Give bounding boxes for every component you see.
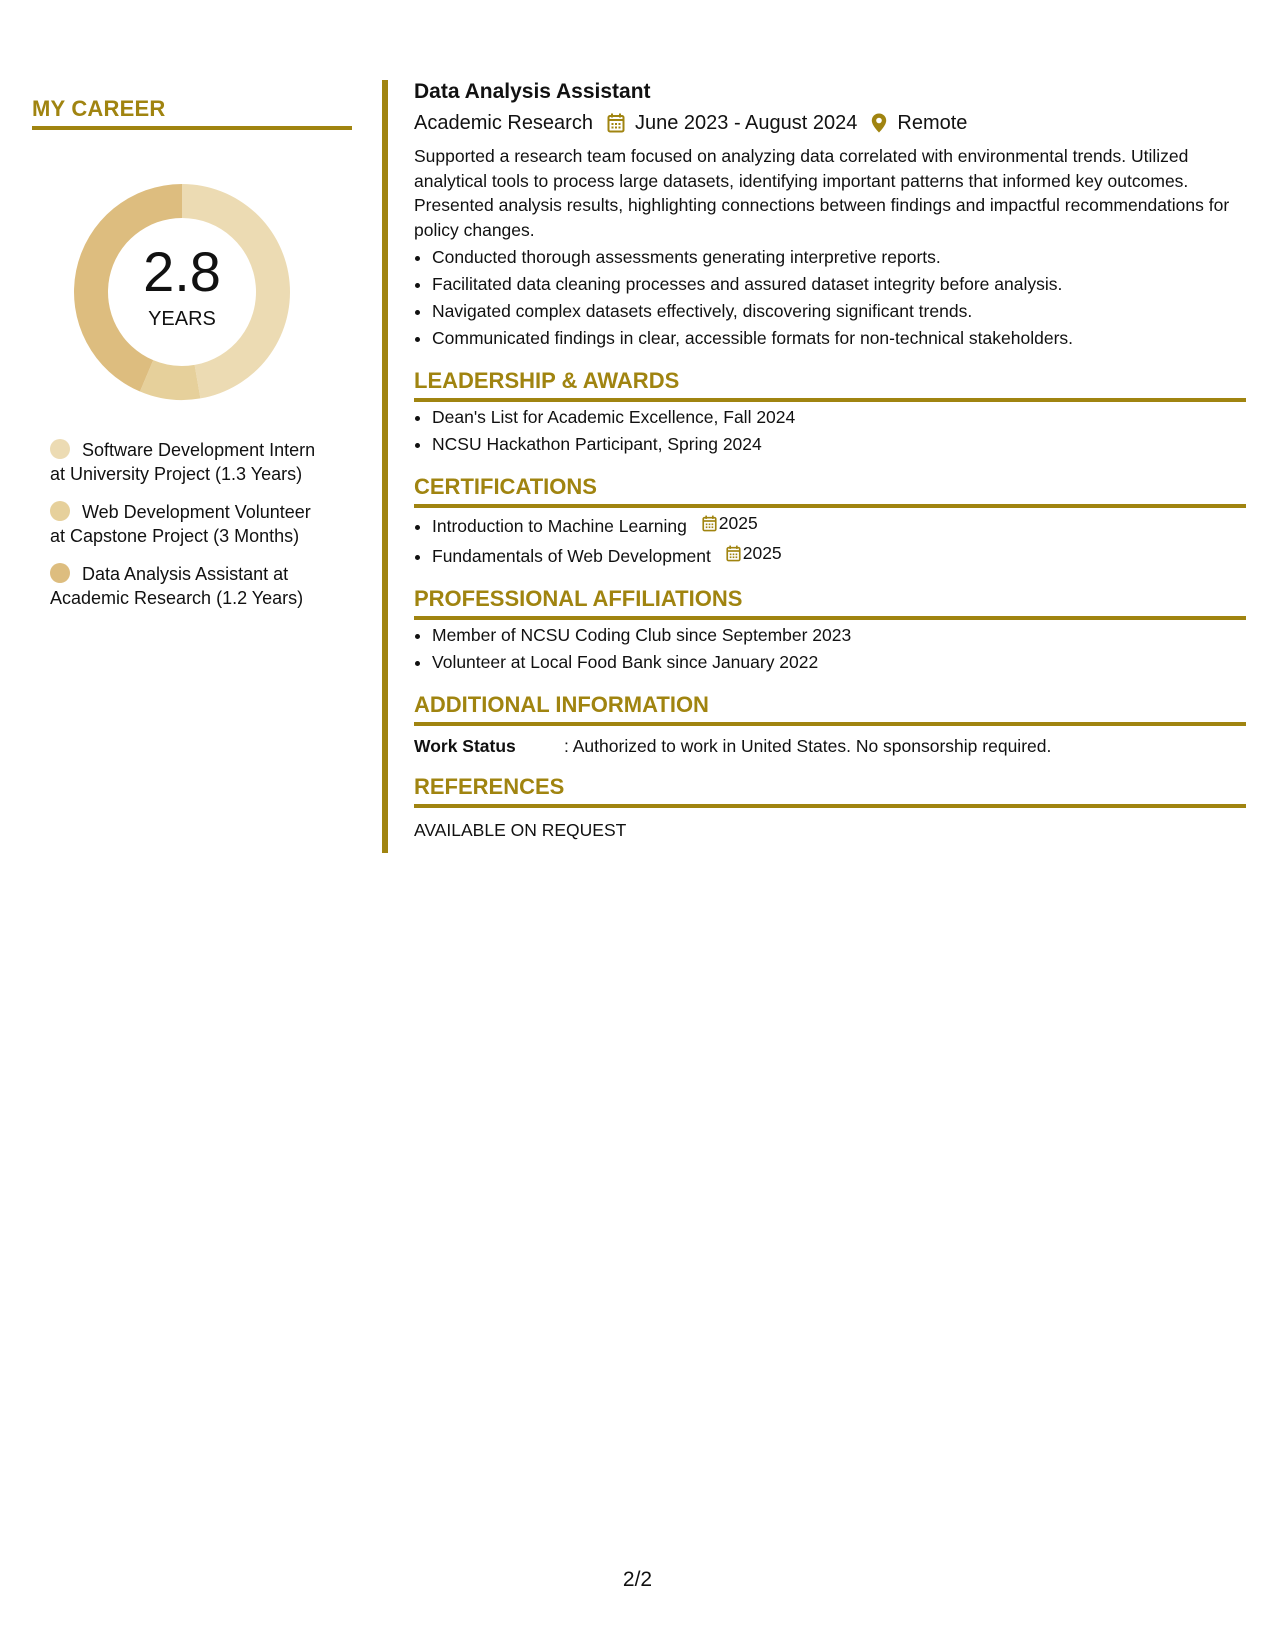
list-item: • NCSU Hackathon Participant, Spring 2024 (432, 431, 1246, 458)
total-years-unit: YEARS (148, 308, 216, 330)
leadership-heading: LEADERSHIP & AWARDS (414, 366, 1246, 402)
list-item: • Conducted thorough assessments generating interpretive reports. (432, 244, 1246, 271)
work-status-label: Work Status (414, 736, 516, 756)
calendar-icon (607, 113, 625, 133)
list-item (432, 540, 1246, 570)
legend-item (50, 562, 330, 610)
job-description: Supported a research team focused on analyzing data correlated with environmental trends. Utilized analytical tools to process large datasets, identifying important patterns that informed key outcomes. Presented analysis results, highlighting connections between findings and impactful recommendations for policy changes. (414, 146, 1230, 240)
legend-label: Web Development Volunteer at Capstone Project (3 Months) (50, 502, 311, 546)
cert-year: 2025 (718, 513, 758, 533)
affiliations-list (414, 622, 1246, 676)
calendar-icon (702, 515, 717, 532)
cert-name: Fundamentals of Web Development (432, 546, 711, 566)
legend-label: Software Development Intern at University Project (1.3 Years) (50, 440, 316, 484)
references-text: AVAILABLE ON REQUEST (414, 820, 627, 840)
certifications-heading: CERTIFICATIONS (414, 472, 1246, 508)
additional-info-heading: ADDITIONAL INFORMATION (414, 690, 1246, 726)
references-heading: REFERENCES (414, 772, 1246, 808)
list-item: • Member of NCSU Coding Club since September 2023 (432, 622, 1246, 649)
legend-item (50, 438, 330, 486)
work-status-value: : Authorized to work in United States. No sponsorship required. (564, 736, 1052, 756)
total-years-value: 2.8 (143, 240, 221, 303)
cert-year: 2025 (742, 543, 782, 563)
affiliations-heading: PROFESSIONAL AFFILIATIONS (414, 584, 1246, 620)
list-item: • Communicated findings in clear, accessible formats for non-technical stakeholders. (432, 325, 1246, 352)
calendar-icon (726, 545, 741, 562)
job-meta (414, 110, 1246, 136)
career-donut-chart (62, 172, 302, 412)
cert-date (702, 510, 758, 537)
job-company: Academic Research (414, 112, 593, 134)
map-pin-icon (871, 113, 887, 133)
career-sidebar (32, 96, 352, 624)
main-content (414, 78, 1246, 842)
cert-name: Introduction to Machine Learning (432, 516, 687, 536)
certifications-list (414, 510, 1246, 570)
work-status-row (414, 734, 1246, 758)
job-dates: June 2023 - August 2024 (634, 112, 858, 134)
legend-dot (50, 501, 70, 521)
list-item: • Navigated complex datasets effectively, discovering significant trends. (432, 298, 1246, 325)
job-location: Remote (897, 112, 968, 134)
cert-date (726, 540, 782, 567)
career-legend (50, 438, 330, 610)
list-item: • Volunteer at Local Food Bank since January 2022 (432, 649, 1246, 676)
page-number: 2/2 (622, 1568, 653, 1591)
job-bullets (414, 244, 1246, 352)
list-item: • Dean's List for Academic Excellence, Fall 2024 (432, 404, 1246, 431)
legend-label: Data Analysis Assistant at Academic Research (1.2 Years) (50, 564, 304, 608)
legend-item (50, 500, 330, 548)
donut-center (62, 172, 302, 412)
list-item (432, 510, 1246, 540)
column-divider (382, 80, 388, 853)
career-heading: MY CAREER (32, 96, 352, 130)
legend-dot (50, 439, 70, 459)
leadership-list (414, 404, 1246, 458)
legend-dot (50, 563, 70, 583)
job-title: Data Analysis Assistant (414, 80, 651, 103)
list-item: • Facilitated data cleaning processes and assured dataset integrity before analysis. (432, 271, 1246, 298)
